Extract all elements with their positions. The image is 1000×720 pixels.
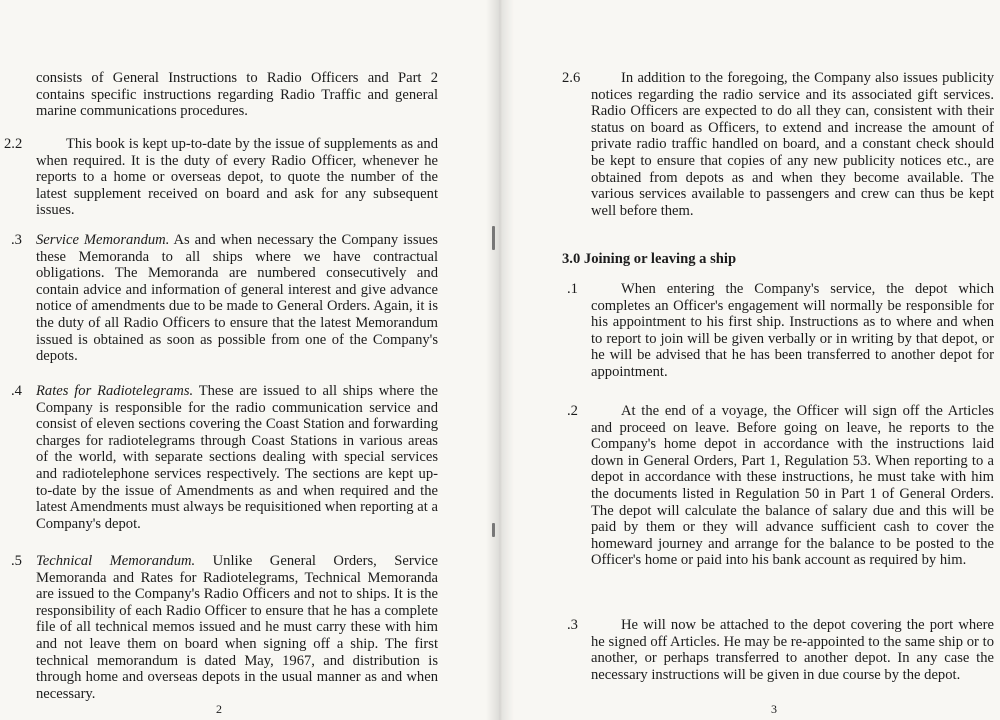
section-number-3-right: .3 [567, 617, 578, 633]
section-4-body: These are issued to all ships where the Company is responsible for the radio communication service and consist of eleven sections covering the Coast Station and forwarding charges for radiotelegrams through Coast Stations in various areas of the world, with separate sections dealing with special services and radiotelephone services respectively. The sections are kept up-to-date by the issue of Amendments as and when required and the latest Amendments must always be requisitioned when reporting at a Company's depot. [36, 383, 438, 532]
section-3-body: As and when necessary the Company issues these Memoranda to all ships where we have contractual obligations. The Memoranda are numbered consecutively and contain advice and information of general interest and give advance notice of amendments due to be made to General Orders. Again, it is the duty of all Radio Officers to ensure that the latest Memorandum issued is obtained as soon as possible from one of the Company's depots. [36, 232, 438, 365]
section-number-3: .3 [11, 232, 22, 248]
continued-paragraph: consists of General Instructions to Radio Officers and Part 2 contains specific instructions regarding Radio Traffic and general marine communications procedures. [36, 70, 438, 120]
section-2-text [591, 403, 994, 569]
section-number-1: .1 [567, 281, 578, 297]
section-2-body: At the end of a voyage, the Officer will sign off the Articles and proceed on leave. Before going on leave, he reports to the Company's home depot in accordance with the instructions laid down in General Orders, Part 1, Regulation 53. When reporting to a depot in accordance with these instructions, he must take with him the documents listed in Regulation 50 in Part 1 of General Orders. The depot will calculate the balance of salary due and this will be paid by them or they will advance sufficient cash to cover the homeward journey and arrange for the balance to be posted to the Officer's home or paid into his bank account as required by him. [591, 403, 994, 569]
section-5-body: Unlike General Orders, Service Memoranda and Rates for Radiotelegrams, Technical Memoranda are issued to the Company's Radio Officers and not to ships. It is the responsibility of each Radio Officer to ensure that he has a complete file of all technical memos issued and he must carry these with him and not leave them on board when signing off a ship. The first technical memorandum is dated May, 1967, and distribution is through home and overseas depots in the usual manner as and when necessary. [36, 553, 438, 702]
section-5-text [36, 553, 438, 702]
page-number-right: 3 [771, 702, 777, 716]
binding-gutter [486, 0, 514, 720]
section-1-body: When entering the Company's service, the depot which completes an Officer's engagement will normally be responsible for his appointment to his first ship. Instructions as to where and when to report to join will be given verbally or in writing by that depot, or he will be advised that he has been transferred to another depot for appointment. [591, 281, 994, 380]
section-2-6-text [591, 70, 994, 219]
page-number-left: 2 [216, 702, 222, 716]
section-2-2-text [36, 136, 438, 219]
section-number-5: .5 [11, 553, 22, 569]
section-3-right-text [591, 617, 994, 683]
section-number-4: .4 [11, 383, 22, 399]
section-3-right-body: He will now be attached to the depot covering the port where he signed off Articles. He may be re-appointed to the same ship or to another, or perhaps transferred to another depot. In any case the necessary instructions will be given in due course by the depot. [591, 617, 994, 683]
service-memorandum-title: Service Memorandum. [36, 232, 170, 248]
right-page [500, 0, 1000, 720]
section-number-2-2: 2.2 [4, 136, 23, 152]
technical-memorandum-title: Technical Memorandum. [36, 553, 196, 569]
staple-bottom [492, 523, 495, 537]
section-number-2: .2 [567, 403, 578, 419]
left-page [0, 0, 496, 720]
section-3-text [36, 232, 438, 365]
section-4-text [36, 383, 438, 532]
section-number-2-6: 2.6 [562, 70, 581, 86]
section-2-6-body: In addition to the foregoing, the Company also issues publicity notices regarding the radio service and its associated gift services. Radio Officers are expected to do all they can, consistent with their status on board as Officers, to extend and increase the amount of private radio traffic handled on board, and a constant check should be kept to ensure that copies of any new publicity notices etc., are obtained from depots as and when they become available. The various services available to passengers and crew can thus be kept well before them. [591, 70, 994, 219]
staple-top [492, 226, 495, 250]
rates-title: Rates for Radiotelegrams. [36, 383, 194, 399]
section-heading-3-0: 3.0 Joining or leaving a ship [562, 251, 737, 267]
section-1-text [591, 281, 994, 381]
section-2-2-body: This book is kept up-to-date by the issue of supplements as and when required. It is the duty of every Radio Officer, whenever he reports to a home or overseas depot, to quote the number of the latest supplement received on board and ask for any subsequent issues. [36, 136, 438, 219]
